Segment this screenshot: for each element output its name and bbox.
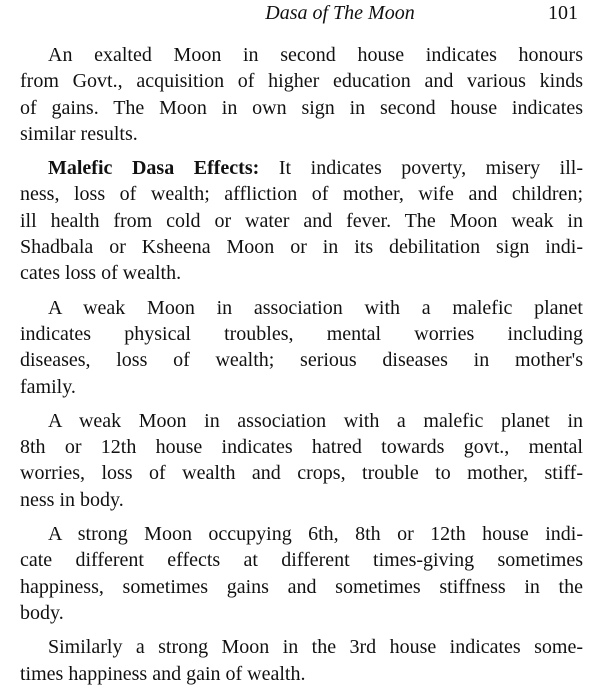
text-line: cates loss of wealth. [20, 262, 182, 285]
paragraph-malefic-effects [20, 155, 583, 286]
text-line: of gains. The Moon in own sign in second house indicates [20, 96, 583, 119]
text-line: from Govt., acquisition of higher education and various kinds [20, 70, 583, 93]
text-line: 8th or 12th house indicates hatred towards govt., mental [20, 436, 583, 459]
page-body [20, 42, 583, 695]
page-header [0, 0, 600, 26]
section-lead: Malefic Dasa Effects: [48, 157, 260, 180]
running-title: Dasa of The Moon [265, 2, 415, 24]
text-line: ill health from cold or water and fever. The Moon weak in [20, 209, 583, 232]
text-line: ness, loss of wealth; affliction of mother, wife and children; [20, 183, 583, 206]
text-line: happiness, sometimes gains and sometimes stiffness in the [20, 575, 583, 598]
text-line: Similarly a strong Moon in the 3rd house indicates some- [48, 636, 583, 659]
text-run: It indicates poverty, misery ill- [259, 157, 584, 180]
text-line: ness in body. [20, 488, 124, 511]
text-line: A weak Moon in association with a malefic planet in [48, 409, 583, 432]
text-line: diseases, loss of wealth; serious diseases in mother's [20, 349, 583, 372]
text-line: An exalted Moon in second house indicates honours [48, 44, 583, 66]
text-line: cate different effects at different times-giving sometimes [20, 549, 583, 572]
page-number: 101 [548, 2, 578, 24]
text-line: body. [20, 601, 64, 624]
paragraph-strong-moon [20, 521, 583, 626]
text-line [20, 155, 583, 181]
text-line: similar results. [20, 122, 138, 145]
text-line: A weak Moon in association with a malefic planet [48, 296, 583, 319]
text-line: Shadbala or Ksheena Moon or in its debilitation sign indi- [20, 236, 583, 259]
paragraph-weak-moon-8th-12th [20, 408, 583, 513]
text-line: indicates physical troubles, mental worries including [20, 322, 583, 345]
paragraph-weak-moon-malefic [20, 295, 583, 400]
text-line: worries, loss of wealth and crops, trouble to mother, stiff- [20, 462, 583, 485]
text-line: A strong Moon occupying 6th, 8th or 12th house indi- [48, 523, 583, 546]
text-line: times happiness and gain of wealth. [20, 662, 306, 685]
paragraph-strong-moon-3rd [20, 634, 583, 687]
paragraph-exalted-moon [20, 42, 583, 147]
text-line: family. [20, 375, 76, 398]
